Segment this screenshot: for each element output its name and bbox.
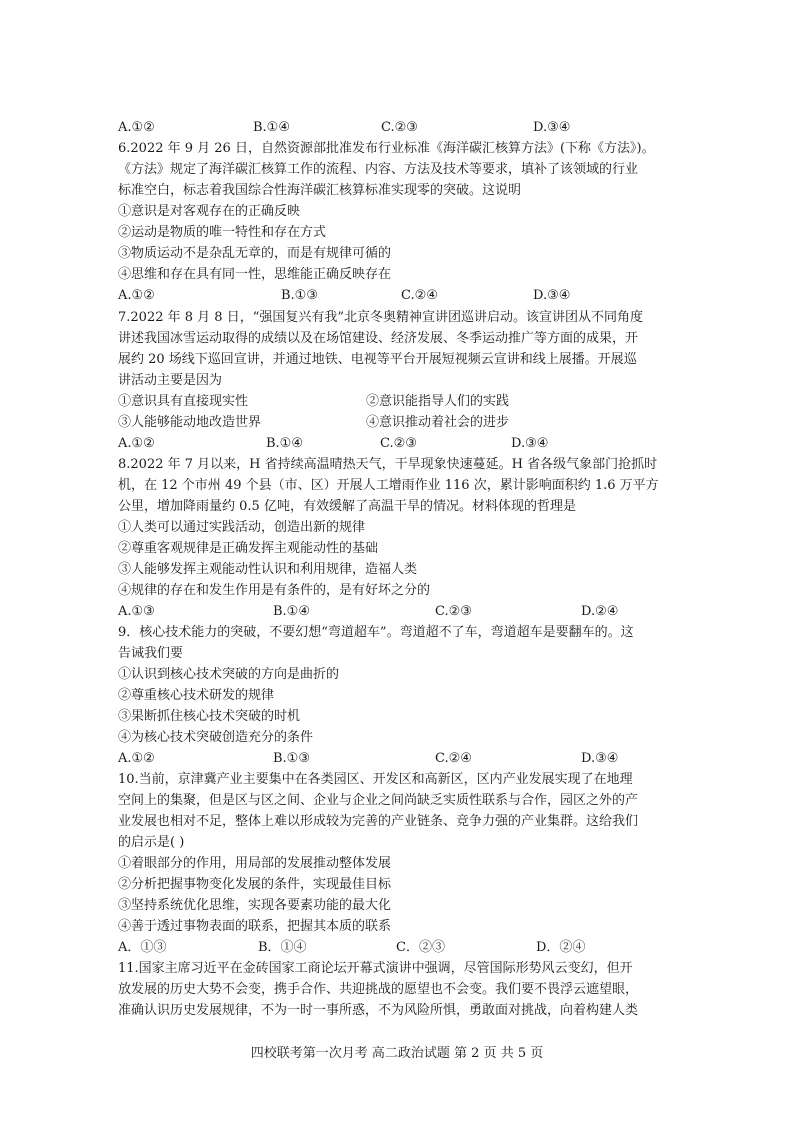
option-b: B.①④ xyxy=(273,604,310,619)
option-c: C.②③ xyxy=(381,120,418,135)
q8-options xyxy=(118,601,678,622)
option-c: C.②④ xyxy=(401,288,438,303)
q7-statement: ④意识推动着社会的进步 xyxy=(366,415,510,430)
q6-options xyxy=(118,285,678,306)
option-a: A.①② xyxy=(118,751,155,766)
q6-statement: ②运动是物质的唯一特性和存在方式 xyxy=(118,225,327,240)
option-c: C.②③ xyxy=(435,604,472,619)
q8-stem-line: 机，在 12 个市州 49 个县（市、区）开展人工增雨作业 116 次，累计影响面积约 1.6 万平方 xyxy=(118,478,659,493)
q6-stem-line: 6.2022 年 9 月 26 日，自然资源部批准发布行业标准《海洋碳汇核算方法》(下称《方法》)。 xyxy=(118,141,655,156)
option-b: B.①③ xyxy=(281,288,318,303)
q5-options xyxy=(118,117,678,138)
q10-stem-line: 的启示是( ) xyxy=(118,835,185,850)
q10-stem-line: 空间上的集聚，但是区与区之间、企业与企业之间尚缺乏实质性联系与合作，园区之外的产 xyxy=(118,793,639,808)
option-d: D.③④ xyxy=(533,120,571,135)
option-b: B.①③ xyxy=(273,751,310,766)
q6-statement: ③物质运动不是杂乱无章的，而是有规律可循的 xyxy=(118,246,392,261)
q6-stem-line: 标准空白，标志着我国综合性海洋碳汇核算标准实现零的突破。这说明 xyxy=(118,183,522,198)
q7-statement: ①意识具有直接现实性 xyxy=(118,394,249,409)
q8-stem-line: 公里，增加降雨量约 0.5 亿吨，有效缓解了高温干旱的情况。材料体现的哲理是 xyxy=(118,499,576,514)
q9-statement: ④为核心技术突破创造充分的条件 xyxy=(118,730,314,745)
option-d: D.③④ xyxy=(511,436,549,451)
q11-stem-line: 11.国家主席习近平在金砖国家工商论坛开幕式演讲中强调，尽管国际形势风云变幻，但开 xyxy=(118,961,633,976)
option-d: D．②④ xyxy=(536,940,586,955)
q6-stem-line: 《方法》规定了海洋碳汇核算工作的流程、内容、方法及技术等要求，填补了该领域的行业 xyxy=(118,162,639,177)
option-c: C.②③ xyxy=(380,436,417,451)
q7-stem-line: 讲述我国冰雪运动取得的成绩以及在场馆建设、经济发展、冬季运动推广等方面的成果，开 xyxy=(118,331,639,346)
q7-statement: ③人能够能动地改造世界 xyxy=(118,415,262,430)
q6-statement: ④思维和存在具有同一性，思维能正确反映存在 xyxy=(118,267,392,282)
option-d: D.②④ xyxy=(581,604,619,619)
q8-statement: ③人能够发挥主观能动性认识和利用规律，造福人类 xyxy=(118,562,418,577)
q6-statement: ①意识是对客观存在的正确反映 xyxy=(118,204,301,219)
q11-stem-line: 准确认识历史发展规律，不为一时一事所惑，不为风险所惧，勇敢面对挑战，向着构建人类 xyxy=(118,1003,639,1018)
q9-statement: ③果断抓住核心技术突破的时机 xyxy=(118,709,301,724)
option-c: C．②③ xyxy=(396,940,445,955)
option-a: A．①③ xyxy=(118,940,167,955)
q10-statement: ③坚持系统优化思维，实现各要素功能的最大化 xyxy=(118,898,392,913)
q7-stem-line: 7.2022 年 8 月 8 日，“强国复兴有我”北京冬奥精神宣讲团巡讲启动。该宣讲团从不同角度 xyxy=(118,310,643,325)
q8-statement: ①人类可以通过实践活动，创造出新的规律 xyxy=(118,520,366,535)
q11-stem-line: 放发展的历史大势不会变，携手合作、共迎挑战的愿望也不会变。我们要不畏浮云遮望眼， xyxy=(118,982,639,997)
q10-statement: ④善于透过事物表面的联系，把握其本质的联系 xyxy=(118,919,392,934)
option-a: A.①② xyxy=(118,288,155,303)
q9-statement: ①认识到核心技术突破的方向是曲折的 xyxy=(118,667,340,682)
option-a: A.①② xyxy=(118,120,155,135)
option-d: D.③④ xyxy=(533,288,571,303)
option-b: B．①④ xyxy=(258,940,307,955)
q10-stem-line: 10.当前，京津冀产业主要集中在各类园区、开发区和高新区，区内产业发展实现了在地理 xyxy=(118,772,633,787)
q8-statement: ④规律的存在和发生作用是有条件的，是有好坏之分的 xyxy=(118,583,431,598)
q8-stem-line: 8.2022 年 7 月以来，H 省持续高温晴热天气，干旱现象快速蔓延。H 省各级气象部门抢抓时 xyxy=(118,457,658,472)
q10-stem-line: 业发展也相对不足，整体上难以形成较为完善的产业链条、竞争力强的产业集群。这给我们 xyxy=(118,814,639,829)
option-a: A.①③ xyxy=(118,604,155,619)
q7-statements-row xyxy=(118,412,678,433)
option-c: C.②④ xyxy=(435,751,472,766)
q10-statement: ①着眼部分的作用，用局部的发展推动整体发展 xyxy=(118,856,392,871)
q7-stem-line: 讲活动主要是因为 xyxy=(118,373,223,388)
q9-stem-line: 告诫我们要 xyxy=(118,646,184,661)
q7-statement: ②意识能指导人们的实践 xyxy=(366,394,510,409)
option-b: B.①④ xyxy=(253,120,290,135)
q9-options xyxy=(118,748,678,769)
q7-options xyxy=(118,433,678,454)
option-d: D.③④ xyxy=(581,751,619,766)
q7-statements-row xyxy=(118,391,678,412)
option-b: B.①④ xyxy=(266,436,303,451)
option-a: A.①② xyxy=(118,436,155,451)
q7-stem-line: 展约 20 场线下巡回宣讲，并通过地铁、电视等平台开展短视频云宣讲和线上展播。开展巡 xyxy=(118,352,637,367)
q8-statement: ②尊重客观规律是正确发挥主观能动性的基础 xyxy=(118,541,379,556)
q10-statement: ②分析把握事物变化发展的条件，实现最佳目标 xyxy=(118,877,392,892)
q10-options xyxy=(118,937,678,958)
q9-statement: ②尊重核心技术研发的规律 xyxy=(118,688,275,703)
page-footer: 四校联考第一次月考 高二政治试题 第 2 页 共 5 页 xyxy=(250,1046,544,1061)
q9-stem-line: 9．核心技术能力的突破，不要幻想“弯道超车”。弯道超不了车，弯道超车是要翻车的。这 xyxy=(118,625,634,640)
